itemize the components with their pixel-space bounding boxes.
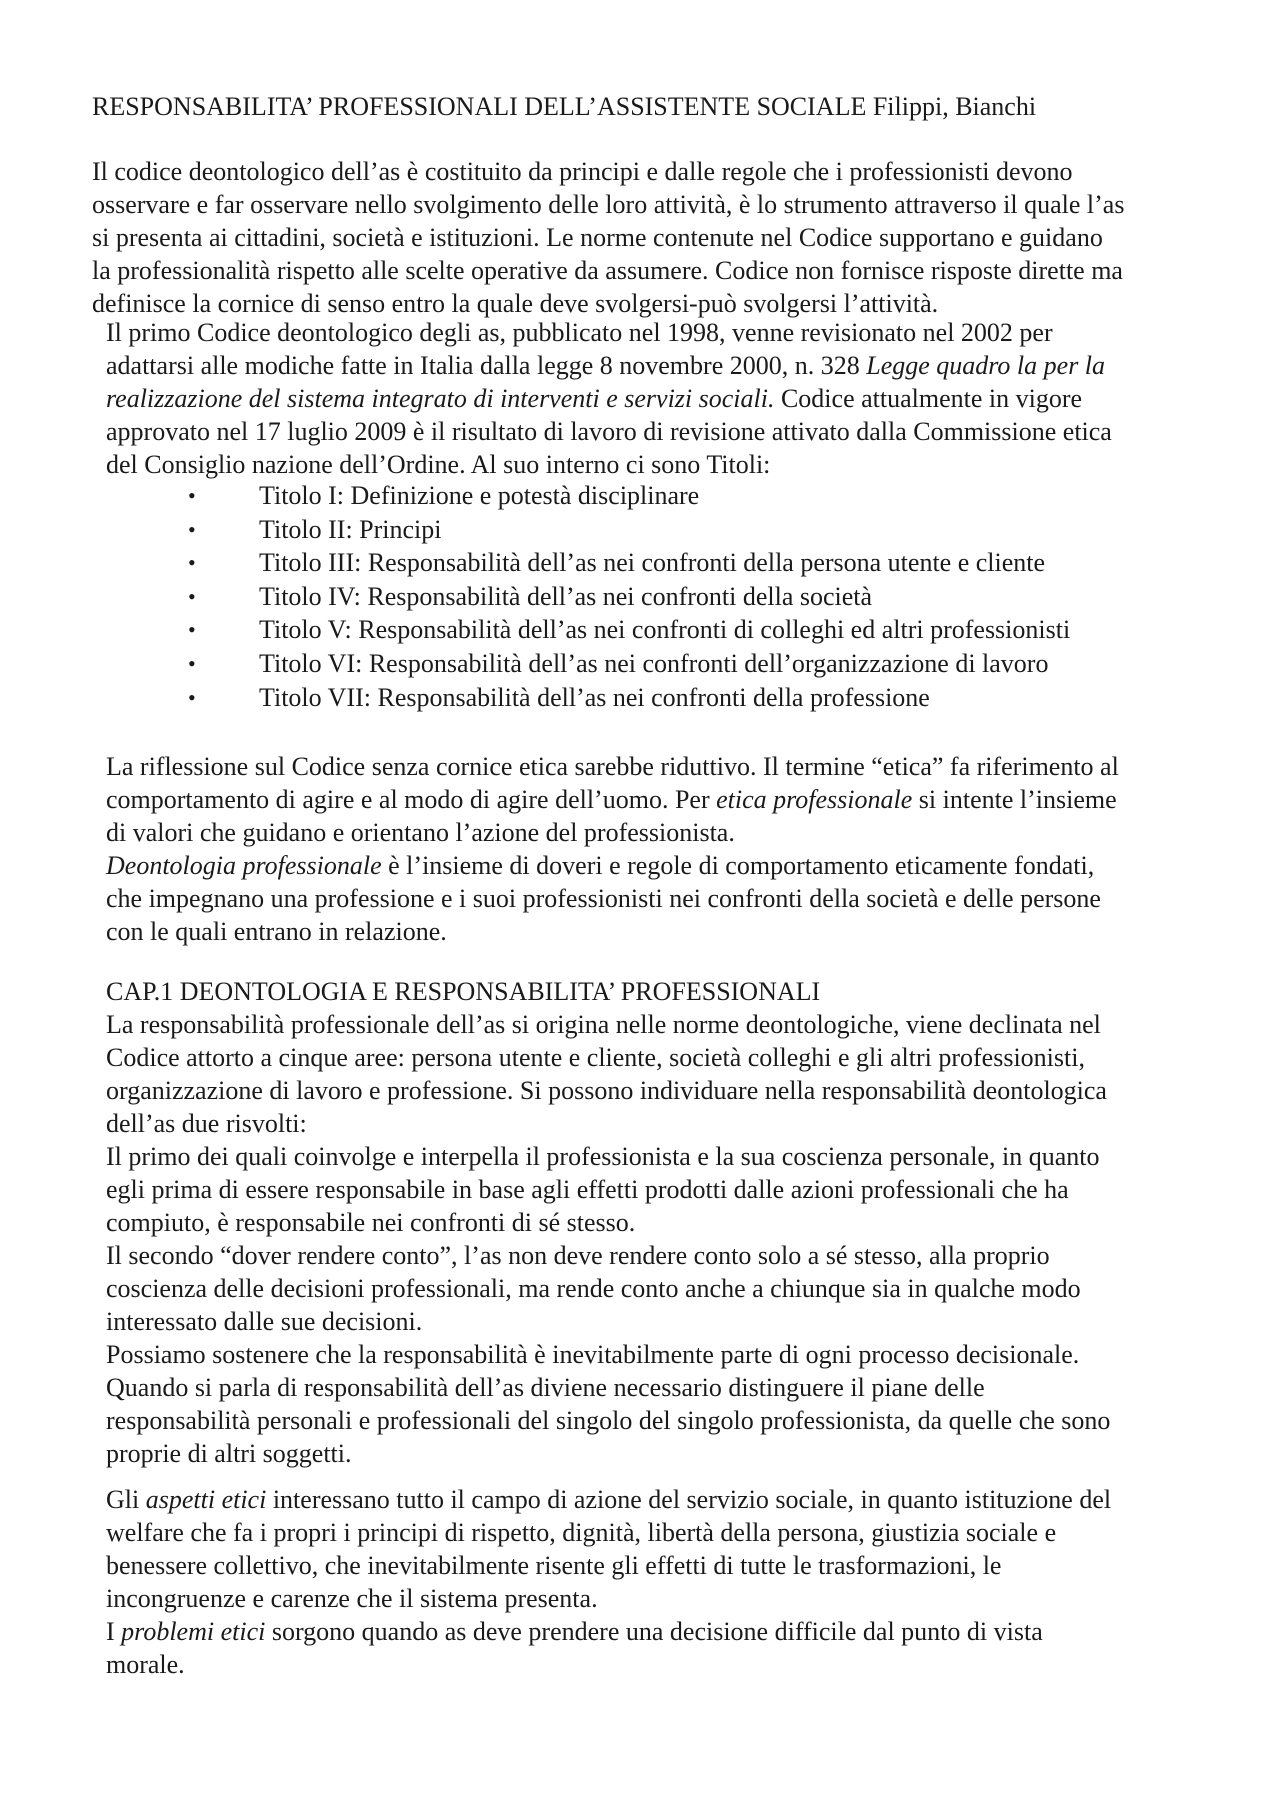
- text-line: del Consiglio nazione dell’Ordine. Al suo interno ci sono Titoli:: [106, 450, 771, 479]
- text-segment: Codice attualmente in vigore: [774, 384, 1083, 413]
- italic-term: Deontologia professionale: [106, 851, 382, 880]
- text-line: la professionalità rispetto alle scelte operative da assumere. Codice non fornisce risposte dirette ma: [92, 256, 1123, 285]
- list-item-text: Titolo II: Principi: [259, 514, 442, 544]
- list-item: [106, 513, 1206, 547]
- text-line: La responsabilità professionale dell’as si origina nelle norme deontologiche, viene declinata nel: [106, 1010, 1101, 1039]
- text-line: [106, 382, 1216, 415]
- bullet-icon: •: [188, 650, 196, 676]
- list-item: [106, 479, 1206, 513]
- text-line: Codice attorto a cinque aree: persona utente e cliente, società colleghi e gli altri professionisti,: [106, 1043, 1085, 1072]
- text-segment: sorgono quando as deve prendere una decisione difficile dal punto di vista: [265, 1617, 1043, 1646]
- text-line: Il primo dei quali coinvolge e interpella il professionista e la sua coscienza personale, in quanto: [106, 1142, 1100, 1171]
- bullet-icon: •: [188, 483, 196, 508]
- text-segment: è l’insieme di doveri e regole di comportamento eticamente fondati,: [381, 851, 1095, 880]
- text-line: benessere collettivo, che inevitabilmente risente gli effetti di tutte le trasformazioni, le: [106, 1551, 1002, 1580]
- italic-term: aspetti etici: [145, 1485, 267, 1514]
- section-heading: CAP.1 DEONTOLOGIA E RESPONSABILITA’ PROFESSIONALI: [106, 977, 821, 1006]
- text-line: responsabilità personali e professionali del singolo del singolo professionista, da quelle che sono: [106, 1406, 1111, 1435]
- text-line: proprie di altri soggetti.: [106, 1439, 352, 1468]
- text-line: Il codice deontologico dell’as è costituito da principi e dalle regole che i professionisti devono: [92, 157, 1073, 186]
- list-item-text: Titolo I: Definizione e potestà disciplinare: [259, 481, 700, 510]
- text-line: compiuto, è responsabile nei confronti di sé stesso.: [106, 1208, 636, 1237]
- title-text: RESPONSABILITA’ PROFESSIONALI DELL’ASSISTENTE SOCIALE Filippi, Bianchi: [92, 92, 1037, 121]
- list-item-text: Titolo IV: Responsabilità dell’as nei confronti della società: [259, 581, 873, 611]
- text-segment: comportamento di agire e al modo di agire dell’uomo. Per: [106, 785, 717, 814]
- text-segment: si intente l’insieme: [912, 785, 1117, 814]
- bullet-icon: •: [188, 583, 196, 609]
- list-item-text: Titolo VI: Responsabilità dell’as nei confronti dell’organizzazione di lavoro: [259, 648, 1049, 678]
- text-line: [106, 849, 1216, 882]
- text-line: che impegnano una professione e i suoi professionisti nei confronti della società e delle persone: [106, 884, 1101, 913]
- text-line: Possiamo sostenere che la responsabilità è inevitabilmente parte di ogni processo decisionale.: [106, 1340, 1080, 1369]
- italic-law-title: realizzazione del sistema integrato di interventi e servizi sociali.: [106, 384, 775, 413]
- list-item: [106, 647, 1206, 681]
- bullet-icon: •: [188, 684, 196, 710]
- text-line: [106, 1483, 1216, 1516]
- text-line: dell’as due risvolti:: [106, 1109, 307, 1138]
- list-item: [106, 613, 1206, 647]
- text-line: con le quali entrano in relazione.: [106, 917, 447, 946]
- text-line: si presenta ai cittadini, società e istituzioni. Le norme contenute nel Codice supportano e guidano: [92, 223, 1103, 252]
- text-line: Il secondo “dover rendere conto”, l’as non deve rendere conto solo a sé stesso, alla proprio: [106, 1241, 1050, 1270]
- text-line: coscienza delle decisioni professionali, ma rende conto anche a chiunque sia in qualche modo: [106, 1274, 1081, 1303]
- text-segment: interessano tutto il campo di azione del servizio sociale, in quanto istituzione del: [266, 1485, 1112, 1514]
- titoli-list: [106, 479, 1206, 714]
- text-line: organizzazione di lavoro e professione. Si possono individuare nella responsabilità deontologica: [106, 1076, 1107, 1105]
- text-line: incongruenze e carenze che il sistema presenta.: [106, 1584, 598, 1613]
- italic-term: etica professionale: [716, 785, 913, 814]
- text-line: welfare che fa i propri i principi di rispetto, dignità, libertà della persona, giustizia sociale e: [106, 1518, 1057, 1547]
- paragraph-aspetti-etici: [106, 1483, 1216, 1681]
- text-line: La riflessione sul Codice senza cornice etica sarebbe riduttivo. Il termine “etica” fa riferimento al: [106, 752, 1119, 781]
- text-line: di valori che guidano e orientano l’azione del professionista.: [106, 818, 735, 847]
- text-line: osservare e far osservare nello svolgimento delle loro attività, è lo strumento attraverso il quale l’as: [92, 190, 1125, 219]
- text-line: Quando si parla di responsabilità dell’as diviene necessario distinguere il piane delle: [106, 1373, 985, 1402]
- text-line: Il primo Codice deontologico degli as, pubblicato nel 1998, venne revisionato nel 2002 per: [106, 318, 1053, 347]
- text-line: [106, 349, 1216, 382]
- list-item: [106, 546, 1206, 580]
- document-title: [92, 90, 1202, 123]
- bullet-icon: •: [188, 617, 196, 643]
- paragraph-codice-deontologico: [92, 155, 1202, 320]
- paragraph-primo-codice: [106, 316, 1216, 481]
- text-line: approvato nel 17 luglio 2009 è il risultato di lavoro di revisione attivato dalla Commissione etica: [106, 417, 1112, 446]
- list-item: [106, 580, 1206, 614]
- text-segment: Gli: [106, 1485, 146, 1514]
- text-line: egli prima di essere responsabile in base agli effetti prodotti dalle azioni professionali che ha: [106, 1175, 1069, 1204]
- text-line: interessato dalle sue decisioni.: [106, 1307, 423, 1336]
- list-item-text: Titolo VII: Responsabilità dell’as nei confronti della professione: [259, 682, 930, 712]
- text-line: definisce la cornice di senso entro la quale deve svolgersi-può svolgersi l’attività.: [92, 289, 939, 318]
- bullet-icon: •: [188, 516, 196, 542]
- bullet-icon: •: [188, 550, 196, 576]
- section-cap1: [106, 975, 1216, 1470]
- text-line: [106, 783, 1216, 816]
- text-line: morale.: [106, 1650, 185, 1679]
- text-segment: adattarsi alle modiche fatte in Italia dalla legge 8 novembre 2000, n. 328: [106, 351, 867, 380]
- italic-term: problemi etici: [121, 1617, 266, 1646]
- paragraph-etica: [106, 750, 1216, 948]
- list-item: [106, 681, 1206, 715]
- text-line: [106, 1615, 1216, 1648]
- text-segment: I: [106, 1617, 122, 1646]
- list-item-text: Titolo V: Responsabilità dell’as nei confronti di colleghi ed altri professionisti: [259, 615, 1071, 645]
- list-item-text: Titolo III: Responsabilità dell’as nei confronti della persona utente e cliente: [259, 548, 1046, 578]
- italic-law-title: Legge quadro la per la: [866, 351, 1106, 380]
